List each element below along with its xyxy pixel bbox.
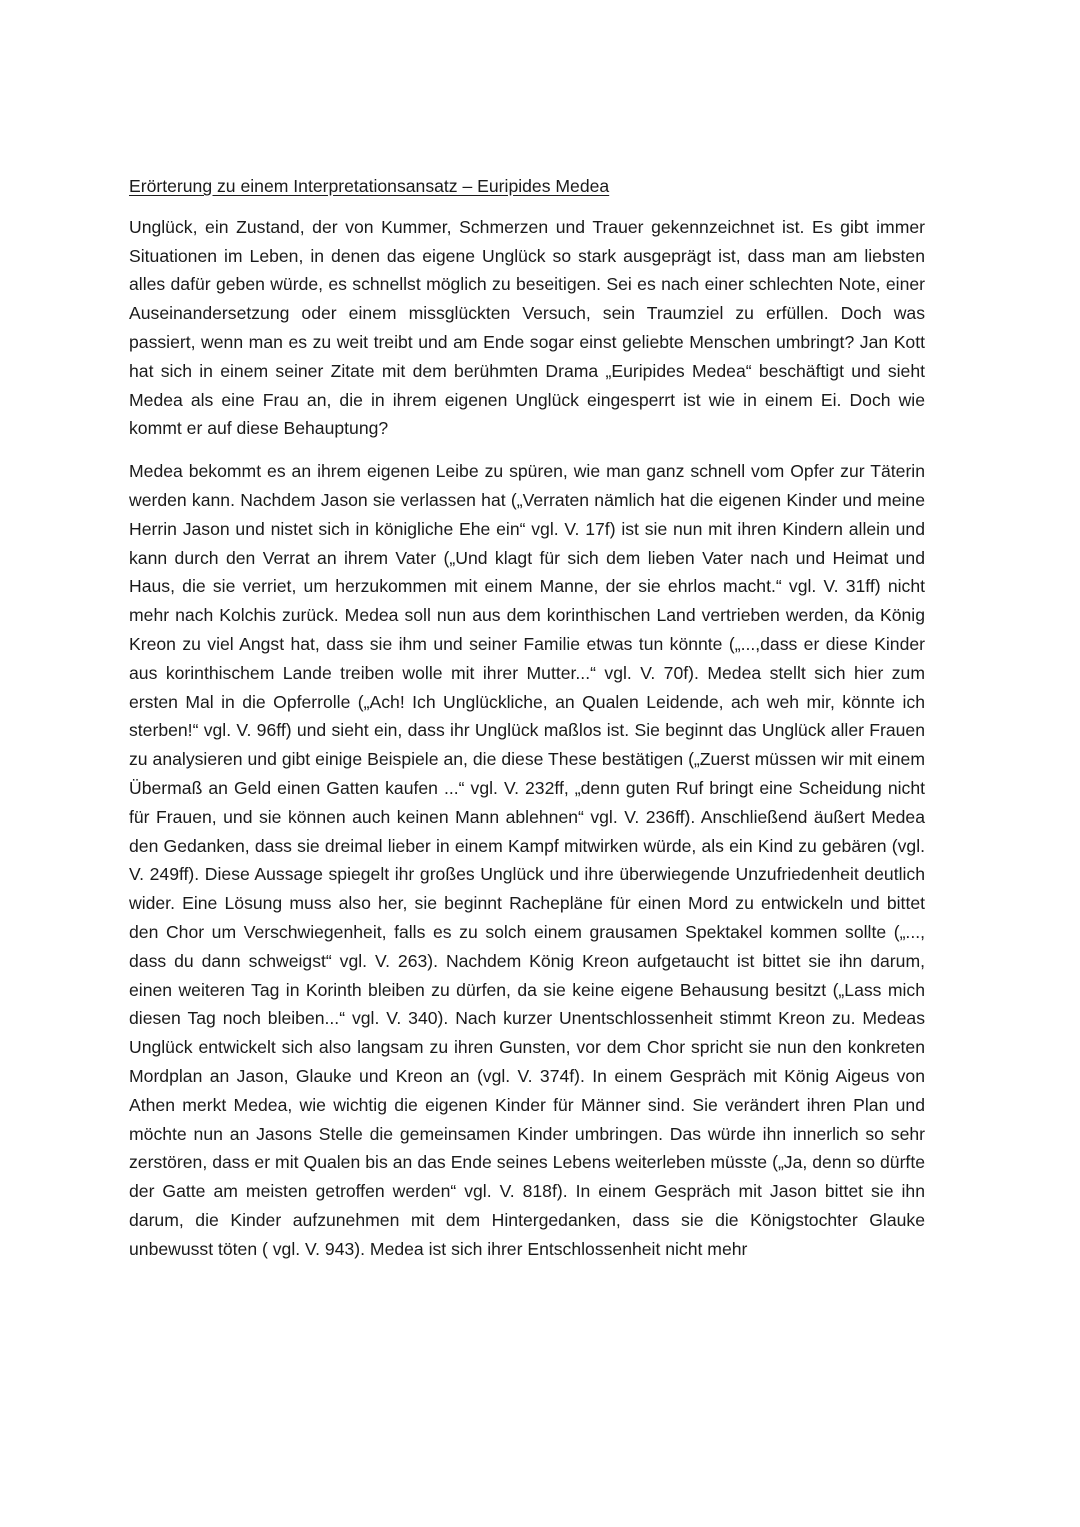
paragraph-main-body: Medea bekommt es an ihrem eigenen Leibe zu spüren, wie man ganz schnell vom Opfer zur Täterin werden kann. Nachdem Jason sie verlassen hat („Verraten nämlich hat die eigenen Kinder und meine Herrin Jason und nistet sich in königliche Ehe ein“ vgl. V. 17f) ist sie nun mit ihren Kindern allein und kann durch den Verrat an ihrem Vater („Und klagt für sich dem lieben Vater nach und Heimat und Haus, die sie verriet, um herzukommen mit einem Manne, der sie ehrlos macht.“ vgl. V. 31ff) nicht mehr nach Kolchis zurück. Medea soll nun aus dem korinthischen Land vertrieben werden, da König Kreon zu viel Angst hat, dass sie ihm und seiner Familie etwas tun könnte („...,dass er diese Kinder aus korinthischem Lande treiben wolle mit ihrer Mutter...“ vgl. V. 70f). Medea stellt sich hier zum ersten Mal in die Opferrolle („Ach! Ich Unglückliche, an Qualen Leidende, ach weh mir, könnte ich sterben!“ vgl. V. 96ff) und sieht ein, dass ihr Unglück maßlos ist. Sie beginnt das Unglück aller Frauen zu analysieren und gibt einige Beispiele an, die diese These bestätigen („Zuerst müssen wir mit einem Übermaß an Geld einen Gatten kaufen ...“ vgl. V. 232ff, „denn guten Ruf bringt eine Scheidung nicht für Frauen, und sie können auch keinen Mann ablehnen“ vgl. V. 236ff). Anschließend äußert Medea den Gedanken, dass sie dreimal lieber in einem Kampf mitwirken würde, als ein Kind zu gebären (vgl. V. 249ff). Diese Aussage spiegelt ihr großes Unglück und ihre überwiegende Unzufriedenheit deutlich wider. Eine Lösung muss also her, sie beginnt Rachepläne für einen Mord zu entwickeln und bittet den Chor um Verschwiegenheit, falls es zu solch einem grausamen Spektakel kommen sollte („..., dass du dann schweigst“ vgl. V. 263). Nachdem König Kreon aufgetaucht ist bittet sie ihn darum, einen weiteren Tag in Korinth bleiben zu dürfen, da sie keine eigene Behausung besitzt („Lass mich diesen Tag noch bleiben...“ vgl. V. 340). Nach kurzer Unentschlossenheit stimmt Kreon zu. Medeas Unglück entwickelt sich also langsam zu ihren Gunsten, vor dem Chor spricht sie nun den konkreten Mordplan an Jason, Glauke und Kreon an (vgl. V. 374f). In einem Gespräch mit König Aigeus von Athen merkt Medea, wie wichtig die eigenen Kinder für Männer sind. Sie verändert ihren Plan und möchte nun an Jasons Stelle die gemeinsamen Kinder umbringen. Das würde ihn innerlich so sehr zerstören, dass er mit Qualen bis an das Ende seines Lebens weiterleben müsste („Ja, denn so dürfte der Gatte am meisten getroffen werden“ vgl. V. 818f). In einem Gespräch mit Jason bittet sie ihn darum, die Kinder aufzunehmen mit dem Hintergedanken, dass sie die Königstochter Glauke unbewusst töten ( vgl. V. 943). Medea ist sich ihrer Entschlossenheit nicht mehr — [129, 461, 925, 1259]
document-title: Erörterung zu einem Interpretationsansatz – Euripides Medea — [129, 176, 610, 196]
paragraph-introduction: Unglück, ein Zustand, der von Kummer, Schmerzen und Trauer gekennzeichnet ist. Es gibt immer Situationen im Leben, in denen das eigene Unglück so stark ausgeprägt ist, dass man am liebsten alles dafür geben würde, es schnellst möglich zu beseitigen. Sei es nach einer schlechten Note, einer Auseinandersetzung oder einem missglückten Versuch, sein Traumziel zu erfüllen. Doch was passiert, wenn man es zu weit treibt und am Ende sogar einst geliebte Menschen umbringt? Jan Kott hat sich in einem seiner Zitate mit dem berühmten Drama „Euripides Medea“ beschäftigt und sieht Medea als eine Frau an, die in ihrem eigenen Unglück eingesperrt ist wie in einem Ei. Doch wie kommt er auf diese Behauptung? — [129, 216, 925, 439]
document-page — [129, 172, 925, 1263]
